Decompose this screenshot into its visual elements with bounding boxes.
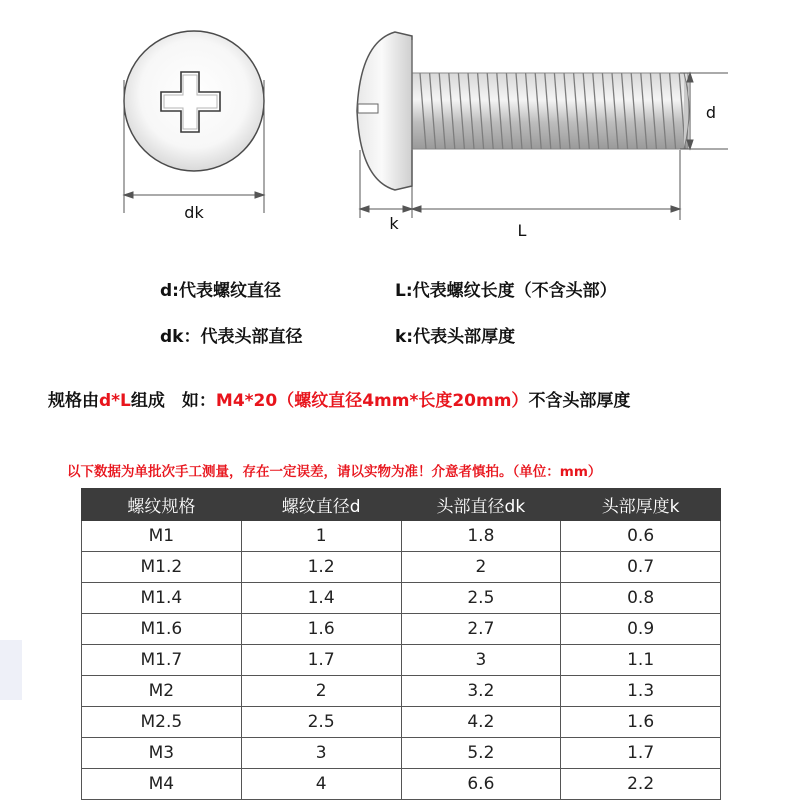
table-cell: 1.3	[561, 676, 721, 707]
table-cell: M1.6	[82, 614, 242, 645]
table-cell: 2.5	[241, 707, 401, 738]
table-cell: 3	[241, 738, 401, 769]
table-cell: 1.6	[241, 614, 401, 645]
legend-L: L:代表螺纹长度（不含头部）	[395, 281, 617, 301]
table-cell: 3	[401, 645, 561, 676]
table-row	[82, 738, 721, 769]
edge-mark	[0, 640, 22, 700]
table-cell: M1.2	[82, 552, 242, 583]
table-cell: 1	[241, 521, 401, 552]
table-cell: 5.2	[401, 738, 561, 769]
L-dimension	[412, 150, 680, 220]
header-head-thickness: 头部厚度k	[561, 489, 721, 521]
table-cell: 0.6	[561, 521, 721, 552]
table-cell: 3.2	[401, 676, 561, 707]
table-cell: 2.7	[401, 614, 561, 645]
table-cell: 1.8	[401, 521, 561, 552]
spec-part-2: d*L	[99, 391, 131, 411]
k-label: k	[389, 214, 399, 233]
table-cell: 0.9	[561, 614, 721, 645]
table-cell: 0.8	[561, 583, 721, 614]
d-label: d	[705, 103, 717, 122]
table-row	[82, 707, 721, 738]
spec-table	[81, 488, 721, 800]
table-cell: 0.7	[561, 552, 721, 583]
table-cell: 2.2	[561, 769, 721, 800]
header-thread-diameter: 螺纹直径d	[241, 489, 401, 521]
table-cell: M1.4	[82, 583, 242, 614]
table-cell: M3	[82, 738, 242, 769]
table-row	[82, 521, 721, 552]
table-cell: M1.7	[82, 645, 242, 676]
table-row	[82, 769, 721, 800]
spec-part-1: 规格由	[48, 391, 99, 411]
table-row	[82, 645, 721, 676]
table-cell: 2.5	[401, 583, 561, 614]
table-cell: 1.1	[561, 645, 721, 676]
table-cell: 2	[241, 676, 401, 707]
legend-d: d:代表螺纹直径	[160, 281, 281, 301]
table-cell: M4	[82, 769, 242, 800]
table-cell: 6.6	[401, 769, 561, 800]
legend-dk: dk：代表头部直径	[160, 327, 303, 347]
screw-diagram	[0, 0, 800, 250]
table-row	[82, 676, 721, 707]
table-cell: 1.7	[561, 738, 721, 769]
screw-side-view	[357, 32, 689, 190]
table-cell: 1.2	[241, 552, 401, 583]
spec-description	[48, 386, 630, 411]
spec-part-4: M4*20（螺纹直径4mm*长度20mm）	[215, 391, 529, 411]
screw-head-top-view	[124, 31, 264, 171]
table-row	[82, 614, 721, 645]
L-label: L	[517, 221, 527, 240]
spec-part-5: 不含头部厚度	[528, 391, 631, 411]
legend-k: k:代表头部厚度	[395, 327, 516, 347]
dk-label: dk	[184, 203, 204, 222]
spec-part-3: 组成 如：	[130, 391, 216, 411]
table-cell: M2.5	[82, 707, 242, 738]
table-cell: 4.2	[401, 707, 561, 738]
table-cell: 1.4	[241, 583, 401, 614]
table-row	[82, 552, 721, 583]
table-header-row	[82, 489, 721, 521]
table-cell: M1	[82, 521, 242, 552]
measurement-notice: 以下数据为单批次手工测量，存在一定误差，请以实物为准！介意者慎拍。（单位：mm）	[67, 464, 602, 480]
table-cell: M2	[82, 676, 242, 707]
table-cell: 4	[241, 769, 401, 800]
table-row	[82, 583, 721, 614]
table-cell: 1.7	[241, 645, 401, 676]
table-cell: 2	[401, 552, 561, 583]
header-head-diameter: 头部直径dk	[401, 489, 561, 521]
header-spec: 螺纹规格	[82, 489, 242, 521]
table-cell: 1.6	[561, 707, 721, 738]
